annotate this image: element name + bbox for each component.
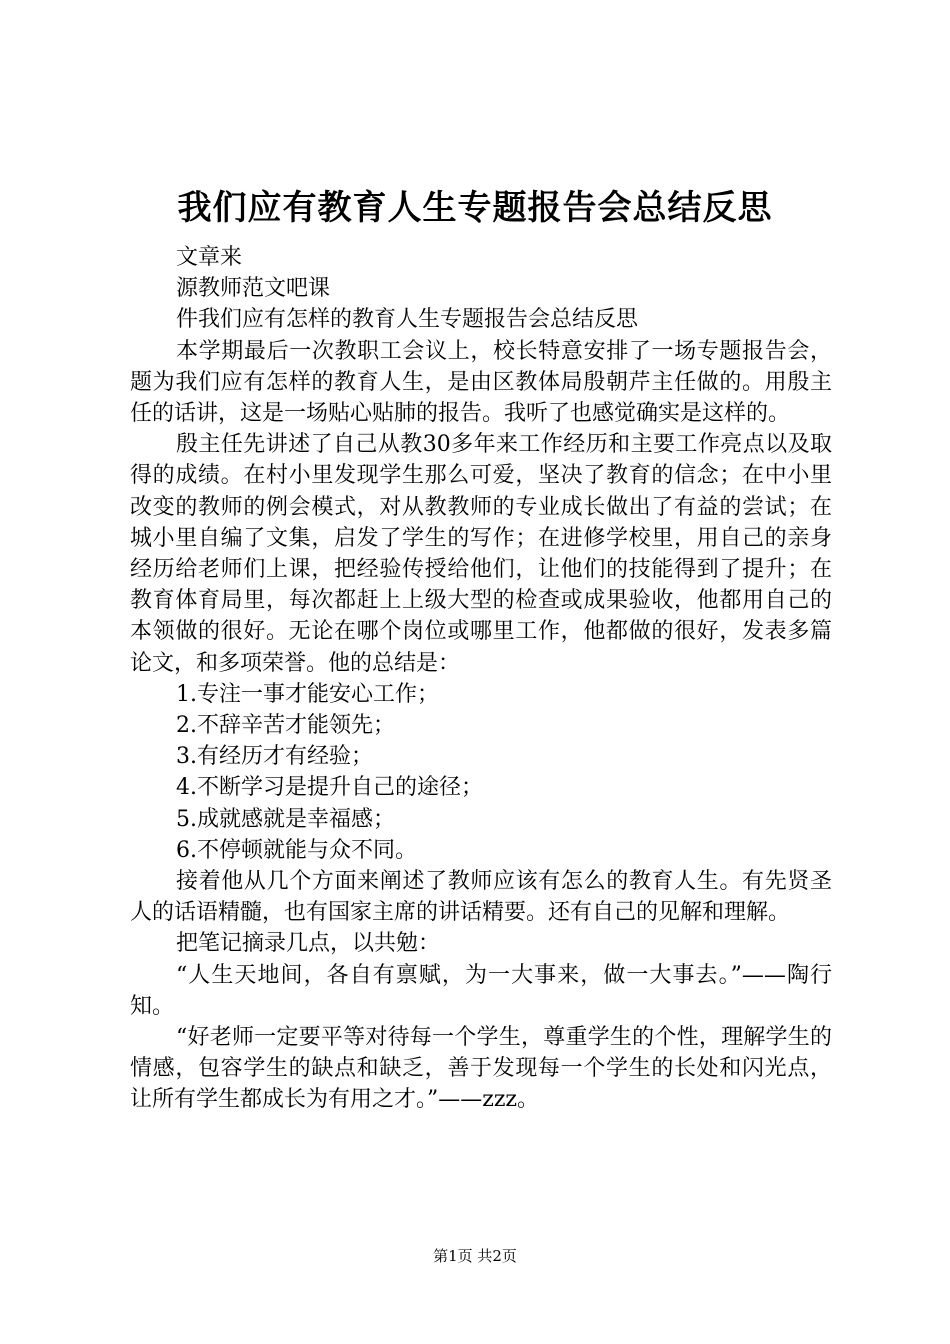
document-body <box>130 242 832 1116</box>
paragraph: 文章来 <box>176 245 243 270</box>
paragraph: 源教师范文吧课 <box>176 276 331 302</box>
page-footer: 第1页 共2页 <box>433 1247 517 1265</box>
document-title: 我们应有教育人生专题报告会总结反思 <box>177 188 773 228</box>
list-item: 6.不停顿就能与众不同。 <box>176 837 417 863</box>
paragraph: 殷主任先讲述了自己从教30多年来工作经历和主要工作亮点以及取得的成绩。在村小里发现学生那么可爱，坚决了教育的信念；在中小里改变的教师的例会模式，对从教教师的专业成长做出了有益的尝试；在城小里自编了文集，启发了学生的写作；在进修学校里，用自己的亲身经历给老师们上课，把经验传授给他们，让他们的技能得到了提升；在教育体育局里，每次都赶上上级大型的检查或成果验收，他都用自己的本领做的很好。无论在哪个岗位或哪里工作，他都做的很好，发表多篇论文，和多项荣誉。他的总结是： <box>130 432 832 676</box>
list-item: 2.不辞辛苦才能领先； <box>176 713 395 739</box>
list-item: 5.成就感就是幸福感； <box>176 806 395 832</box>
quote: “人生天地间，各自有禀赋，为一大事来，做一大事去。”——陶行知。 <box>130 962 832 1019</box>
list-item: 3.有经历才有经验； <box>176 744 373 770</box>
list-item: 4.不断学习是提升自己的途径； <box>176 775 483 801</box>
paragraph: 本学期最后一次教职工会议上，校长特意安排了一场专题报告会，题为我们应有怎样的教育人生，是由区教体局殷朝芹主任做的。用殷主任的话讲，这是一场贴心贴肺的报告。我听了也感觉确实是这样的。 <box>130 338 832 427</box>
paragraph: 把笔记摘录几点，以共勉： <box>176 931 441 957</box>
paragraph: 接着他从几个方面来阐述了教师应该有怎么的教育人生。有先贤圣人的话语精髓，也有国家主席的讲话精要。还有自己的见解和理解。 <box>130 869 832 926</box>
paragraph: 件我们应有怎样的教育人生专题报告会总结反思 <box>176 307 639 333</box>
quote: “好老师一定要平等对待每一个学生，尊重学生的个性，理解学生的情感，包容学生的缺点和缺乏，善于发现每一个学生的长处和闪光点，让所有学生都成长为有用之才。”——zzz。 <box>130 1025 832 1113</box>
list-item: 1.专注一事才能安心工作； <box>176 681 439 707</box>
